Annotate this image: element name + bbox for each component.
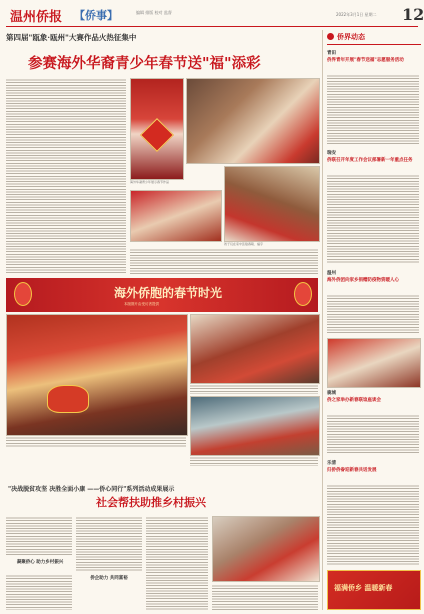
sidebar-photo-1 <box>327 338 421 388</box>
sidebar-section-label: 侨界动态 <box>337 32 365 41</box>
sidebar-header <box>327 30 421 45</box>
bottom-story-photo <box>212 516 320 582</box>
feature-photo-group-caption <box>190 384 318 394</box>
sidebar-item-title: 归侨侨眷迎新春共话发展 <box>327 468 377 473</box>
sidebar-item-place: 乐清 <box>327 461 336 466</box>
top-story-photo-caption-2: 孩子们在家中张贴春联、福字 <box>224 242 264 246</box>
sidebar <box>322 30 421 610</box>
sidebar-item-title: 侨联召开年度工作会议部署新一年重点任务 <box>327 158 413 163</box>
top-story-body-col2 <box>130 248 318 274</box>
feature-photo-street-caption <box>6 436 186 448</box>
lantern-right-icon <box>294 282 312 306</box>
sidebar-item-title: 侨之家举办新春联谊座谈会 <box>327 398 381 403</box>
sidebar-item-title: 侨界青年开展"春节送福"志愿服务活动 <box>327 58 404 63</box>
feature-photo-market <box>190 396 320 456</box>
sidebar-item-body <box>327 74 419 144</box>
sidebar-item-body <box>327 484 419 566</box>
lion-dance-icon <box>47 385 89 413</box>
bottom-story-body-col1 <box>6 516 72 556</box>
sidebar-item-place: 瑞安 <box>327 151 336 156</box>
feature-banner-title: 海外侨胞的春节时光 <box>114 286 223 300</box>
bottom-story-body-col1b <box>6 574 72 610</box>
feature-section <box>6 278 318 480</box>
top-story-photo-girl <box>130 78 184 180</box>
top-story-photo-family <box>186 78 320 164</box>
feature-photo-market-caption <box>190 456 318 466</box>
top-story-body-col1 <box>6 78 126 274</box>
feature-banner <box>6 278 318 312</box>
feature-photo-group <box>190 314 320 384</box>
top-story-photo-children <box>224 166 320 242</box>
bottom-story-title: 社会帮扶助推乡村振兴 <box>96 496 206 509</box>
fu-character-icon <box>140 118 174 152</box>
masthead <box>6 4 424 27</box>
top-story-photo-lanterns <box>130 190 222 242</box>
sidebar-item-place: 温州 <box>327 271 336 276</box>
sidebar-item-place: 鹿城 <box>327 391 336 396</box>
sidebar-item-place: 青田 <box>327 51 336 56</box>
sidebar-item-body <box>327 294 419 334</box>
feature-photo-street <box>6 314 188 436</box>
bottom-story-subhead-2: 侨企助力 共同富裕 <box>90 576 128 581</box>
ad-box <box>327 570 421 610</box>
page-number: 12 <box>402 5 424 24</box>
masthead-logo: 温州侨报 <box>10 10 63 25</box>
lantern-left-icon <box>14 282 32 306</box>
feature-banner-byline: 本版图片由受访者提供 <box>124 302 159 306</box>
sidebar-item-body <box>327 174 419 264</box>
top-story-kicker: 第四届"瓯象·瓯州"大赛作品火热征集中 <box>6 33 137 42</box>
bottom-story-body-col2 <box>76 516 142 572</box>
bottom-story <box>6 484 318 610</box>
top-story-photo-caption-1: 海外华裔青少年展示春节作品 <box>130 180 170 184</box>
masthead-date: 2022年3月1日 星期二 <box>336 12 377 17</box>
sidebar-header-icon <box>327 33 334 40</box>
top-story-title: 参赛海外华裔青少年春节送"福"添彩 <box>28 55 261 72</box>
bottom-story-body-col4 <box>212 584 318 610</box>
section-tag: 【侨事】 <box>74 9 118 22</box>
sidebar-item-title: 海外侨团向家乡捐赠防疫物资暖人心 <box>327 278 399 283</box>
bottom-story-body-col3 <box>146 516 208 610</box>
ad-text: 福满侨乡 温暖新春 <box>334 583 393 592</box>
masthead-meta: 编辑 排版 校对 监督 <box>136 10 172 15</box>
bottom-story-kicker: "决战脱贫攻坚 决胜全面小康 ——侨心同行"系列活动成果展示 <box>8 486 175 493</box>
sidebar-item-body <box>327 414 419 454</box>
top-story <box>6 30 318 274</box>
bottom-story-subhead-1: 凝聚侨心 助力乡村振兴 <box>16 560 64 565</box>
